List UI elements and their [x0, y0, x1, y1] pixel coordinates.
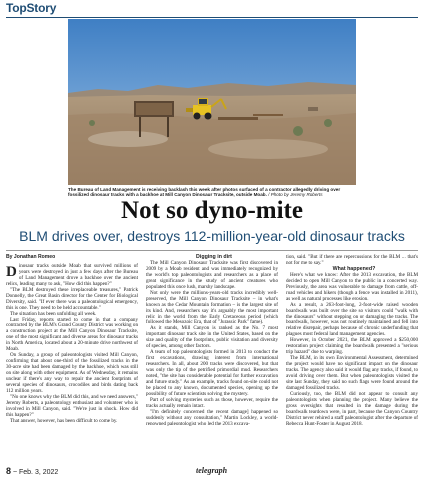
paragraph: tion, said. "But if there are repercussions for the BLM ... that's not for me to say."	[286, 254, 418, 266]
paragraph: Not only were the millions-years-old tracks incredibly well-preserved, the Mill Canyon Dinosaur Tracksite – in what's known as the Cedar Mountain formation – is the largest site of its kind. And, researchers say it's arguably the most important relic in the world from the Early Cretaceous period (which followed the Mesozoic Era, that of "Jurassic Park" fame).	[146, 289, 278, 326]
subhead-what-happened: What happened?	[332, 265, 376, 272]
paragraph: As a result, a 263-foot-long, 2-foot-wide raised wooden boardwalk was built over the site so visitors could "walk with the dinosaurs" without stepping on or damaging the tracks. The boardwalk, however, was not routinely maintained and fell into relative disrepair, perhaps because of chronic underfunding that plagues most federal land management agencies.	[286, 301, 418, 338]
paragraph: On Sunday, a group of paleontologists visited Mill Canyon, confirming that about one-third of the fossilized tracks in the 30-acre site had been damaged by the backhoe, which was still on site along with other equipment. As of Wednesday, it remains unclear if there's any way to repair the ancient footprints of several species of dinosaurs, crocodiles and birds dating back 112 million years.	[6, 352, 138, 394]
headline: Not so dyno-mite	[121, 197, 303, 224]
paragraph: Curiously, too, the BLM did not appear to consult any paleontologists when planning the project. Many believe the gross oversights that resulted in the damage during the boardwalk teardown were, in part, because the Canyon Country District never rehired a staff paleontologist after the departure of Rebecca Hunt-Foster in August 2018.	[286, 390, 418, 427]
paragraph: As it stands, Mill Canyon is ranked as the No. 7 most important dinosaur track site in the United States, based on the size and quality of the footprints, public visitation and diversity of species, among other factors.	[146, 325, 278, 350]
photo-credit: / Photo by Jeremy Roberts	[268, 192, 323, 198]
paragraph: The Mill Canyon Dinosaur Tracksite was first discovered in 2009 by a Moab resident and was immediately recognized by the world's top paleontologists and researchers as a place of great significance in the study of ancient creatures who populated this once lush, marshy landscape.	[146, 259, 278, 290]
section-rule	[6, 17, 418, 18]
lead-paragraph	[6, 264, 138, 288]
lead-paragraph-text: inosaur tracks outside Moab that survived millions of years were destroyed in just a few days after the Bureau of Land Management drove a backhoe over the ancient relics, leading many to ask, "How did this happen?"	[6, 262, 138, 287]
page-footer	[6, 464, 418, 478]
article-column-2	[146, 255, 278, 428]
publication-brand: telegraph	[196, 466, 228, 475]
drop-cap: D	[6, 263, 17, 280]
paragraph: A team of top paleontologists formed in 2013 to conduct the first excavations, drawing interest from international researchers. In all, about 200 tracks were discovered, but that was only the tip of the petrified primordial mud. Researchers noted, "the site has considerable potential for further excavation and future study." As an example, tracks found on-site could not be placed to any known, documented species, opening up the possibility of future scientists solving the mystery.	[146, 349, 278, 397]
article-column-3	[286, 255, 418, 428]
byline: By Jonathan Romeo	[6, 254, 56, 260]
section-label: TopStory	[6, 1, 57, 15]
paragraph: Part of solving mysteries such as those, however, require the tracks actually remain intact.	[146, 396, 278, 409]
paragraph: "The BLM destroyed these irreplaceable treasures," Patrick Donnelly, the Great Basin director for the Center for Biological Diversity, said. "If ever there was a paleontological emergency, this is one. They need to be held accountable."	[6, 286, 138, 311]
paragraph: That answer, however, has been difficult to come by.	[10, 417, 118, 424]
subhead-digging-in-dirt: Digging in dirt	[196, 254, 232, 260]
desert-scene-image	[68, 19, 356, 185]
paragraph: Last Friday, reports started to come in that a company contracted by the BLM's Grand County District was working on a construction project at the Mill Canyon Dinosaur Tracksite, one of the most significant and diverse areas for dinosaur tracks in North America, located about a 20-minute drive northwest of Moab.	[6, 316, 138, 353]
deck-rule	[6, 250, 418, 251]
paragraph: "I'm definitely concerned the recent damage] happened so suddenly without any consultation," Martin Lockley, a world-renowned paleontologist who led the 2013 excava-	[146, 408, 278, 427]
paragraph: "No one knows why the BLM did this, and we need answers," Jeremy Roberts, a paleontology enthusiast and volunteer who is involved in Mill Canyon, said. "We're just in shock. How did this happen?"	[6, 393, 138, 418]
page-folio: 8 ~ Feb. 3, 2022	[6, 466, 59, 476]
paragraph: Here's what we know: After the 2013 excavation, the BLM decided to open Mill Canyon to the public in a concerted way. Previously, the area was vulnerable to damage from cattle, off-road vehicles and hikers (though a fence was installed in 2011), as well as natural processes like erosion.	[286, 271, 418, 302]
issue-date: Feb. 3, 2022	[19, 469, 59, 476]
article-photo	[68, 19, 356, 185]
paragraph: The situation has been unfolding all week.	[10, 310, 97, 317]
article-column-1	[6, 255, 138, 425]
paragraph: The BLM, in its own Environmental Assessment, determined the project would have no significant impact on the dinosaur tracks. The agency also said it would flag any tracks, if found, to avoid driving over them. But when paleontologists visited the site last Sunday, they said no such flags were found around the damaged fossilized tracks.	[286, 355, 418, 391]
subheadline-deck: BLM drives over, destroys 112-million-year-old dinosaur tracks	[19, 228, 405, 244]
page-number: 8	[6, 466, 12, 476]
paragraph: However, in October 2021, the BLM approved a $250,000 restoration project claiming the boardwalk presented a "serious trip hazard" due to warping.	[286, 337, 418, 356]
caption-text: The Bureau of Land Management is receiving backlash this week after photos surfaced of a contractor allegedly driving over fossilized dinosaur tracks with a backhoe at Mill Canyon Dinosaur Tracksite, outside Moab.	[68, 187, 341, 198]
